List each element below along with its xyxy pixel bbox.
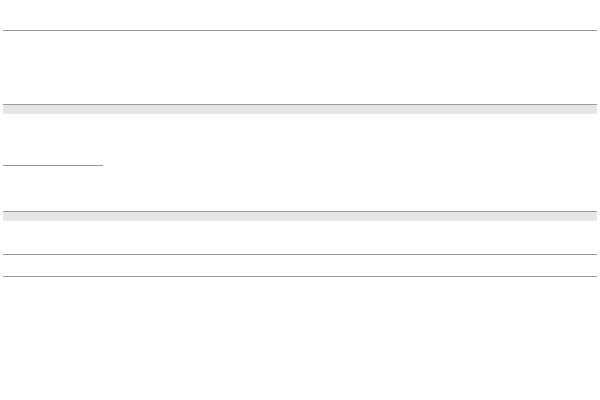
section-meridla (3, 276, 597, 286)
section-namerena (3, 254, 597, 264)
section-prijemce (3, 104, 597, 114)
section-vyuctovani (3, 211, 597, 221)
section-vypocet (3, 153, 597, 162)
